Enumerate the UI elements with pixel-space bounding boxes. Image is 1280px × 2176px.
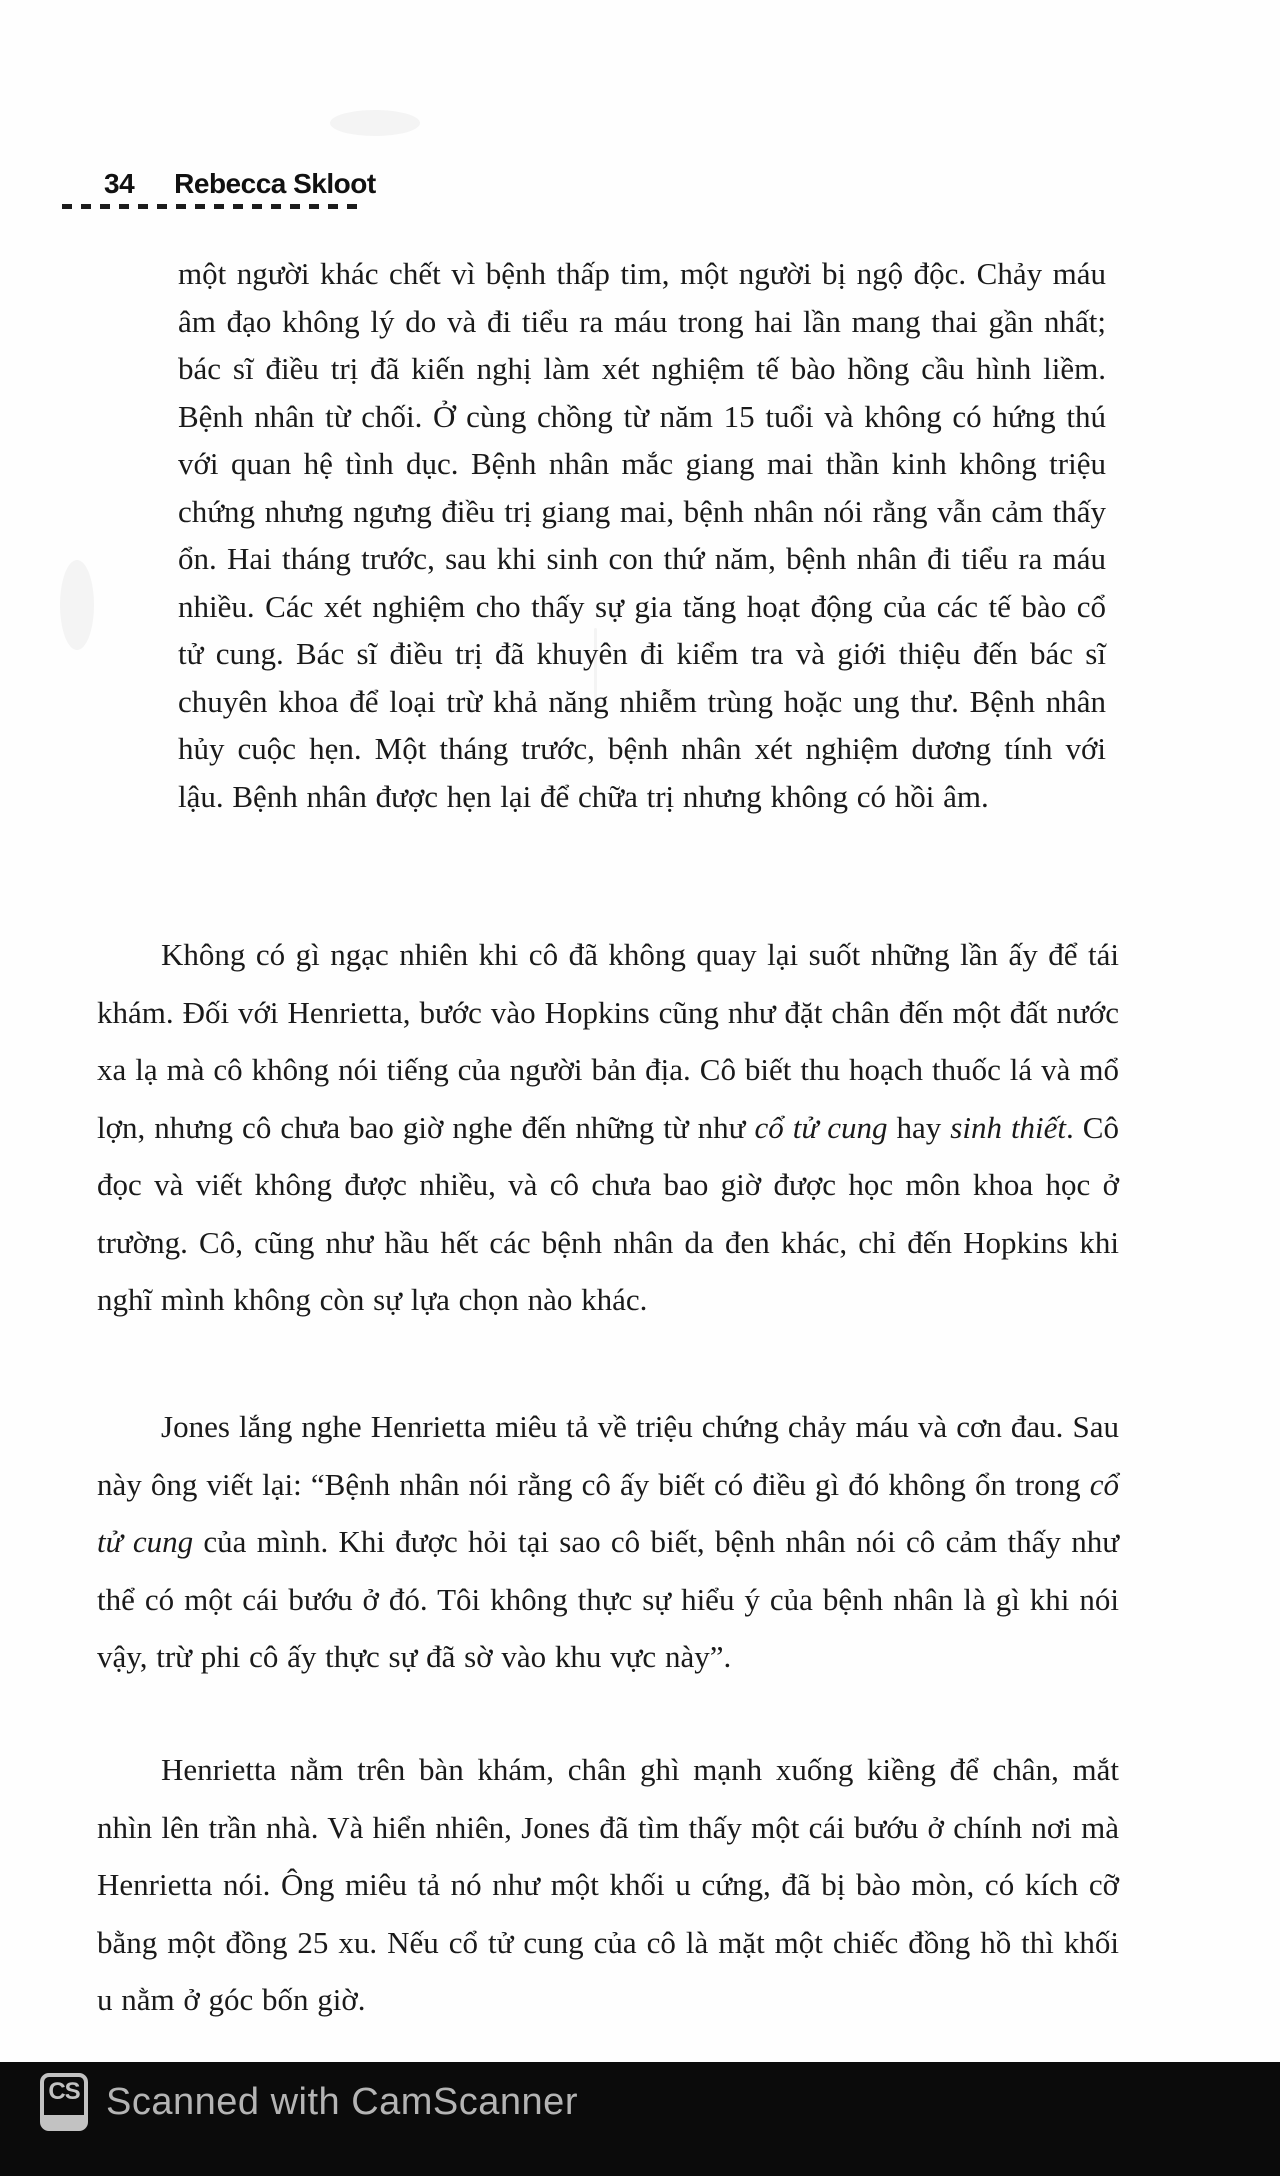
body-paragraph: Henrietta nằm trên bàn khám, chân ghì mạnh xuống kiềng để chân, mắt nhìn lên trần nhà. Và hiển nhiên, Jones đã tìm thấy một cái bướu ở chính nơi mà Henrietta nói. Ông miêu tả nó như một khối u cứng, đã bị bào mòn, có kích cỡ bằng một đồng 25 xu. Nếu cổ tử cung của cô là mặt một chiếc đồng hồ thì khối u nằm ở góc bốn giờ. [97,1752,1119,2017]
medical-record-quote-paragraph: một người khác chết vì bệnh thấp tim, một người bị ngộ độc. Chảy máu âm đạo không lý do và đi tiểu ra máu trong hai lần mang thai gần nhất; bác sĩ điều trị đã kiến nghị làm xét nghiệm tế bào hồng cầu hình liềm. Bệnh nhân từ chối. Ở cùng chồng từ năm 15 tuổi và không có hứng thú với quan hệ tình dục. Bệnh nhân mắc giang mai thần kinh không triệu chứng nhưng ngưng điều trị giang mai, bệnh nhân nói rằng vẫn cảm thấy ổn. Hai tháng trước, sau khi sinh con thứ năm, bệnh nhân đi tiểu ra máu nhiều. Các xét nghiệm cho thấy sự gia tăng hoạt động của các tế bào cổ tử cung. Bác sĩ điều trị đã khuyên đi kiểm tra và giới thiệu đến bác sĩ chuyên khoa để loại trừ khả năng nhiễm trùng hoặc ung thư. Bệnh nhân hủy cuộc hẹn. Một tháng trước, bệnh nhân xét nghiệm dương tính với lậu. Bệnh nhân được hẹn lại để chữa trị nhưng không có hồi âm. [178,256,1106,814]
header-dashed-rule [62,204,364,209]
camscanner-watermark-bar [0,2062,1280,2176]
body-paragraph: Không có gì ngạc nhiên khi cô đã không quay lại suốt những lần ấy để tái khám. Đối với Henrietta, bước vào Hopkins cũng như đặt chân đến một đất nước xa lạ mà cô không nói tiếng của người bản địa. Cô biết thu hoạch thuốc lá và mổ lợn, nhưng cô chưa bao giờ nghe đến những từ như cổ tử cung hay sinh thiết. Cô đọc và viết không được nhiều, và cô chưa bao giờ được học môn khoa học ở trường. Cô, cũng như hầu hết các bệnh nhân da đen khác, chỉ đến Hopkins khi nghĩ mình không còn sự lựa chọn nào khác. [97,937,1119,1317]
camscanner-watermark-text: Scanned with CamScanner [106,2080,578,2123]
page-header [104,168,376,200]
body-paragraph: Jones lắng nghe Henrietta miêu tả về triệu chứng chảy máu và cơn đau. Sau này ông viết lại: “Bệnh nhân nói rằng cô ấy biết có điều gì đó không ổn trong cổ tử cung của mình. Khi được hỏi tại sao cô biết, bệnh nhân nói cô cảm thấy như thể có một cái bướu ở đó. Tôi không thực sự hiểu ý của bệnh nhân là gì khi nói vậy, trừ phi cô ấy thực sự đã sờ vào khu vực này”. [97,1409,1120,1674]
scan-artifact [330,110,420,136]
camscanner-watermark [40,2073,578,2131]
scan-artifact [594,628,597,708]
author-name: Rebecca Skloot [174,168,376,199]
camscanner-logo-strip [43,2115,85,2128]
camscanner-logo-letters: CS [48,2078,80,2105]
page-number: 34 [104,168,135,199]
camscanner-logo-icon [40,2073,88,2131]
scan-artifact [60,560,94,650]
